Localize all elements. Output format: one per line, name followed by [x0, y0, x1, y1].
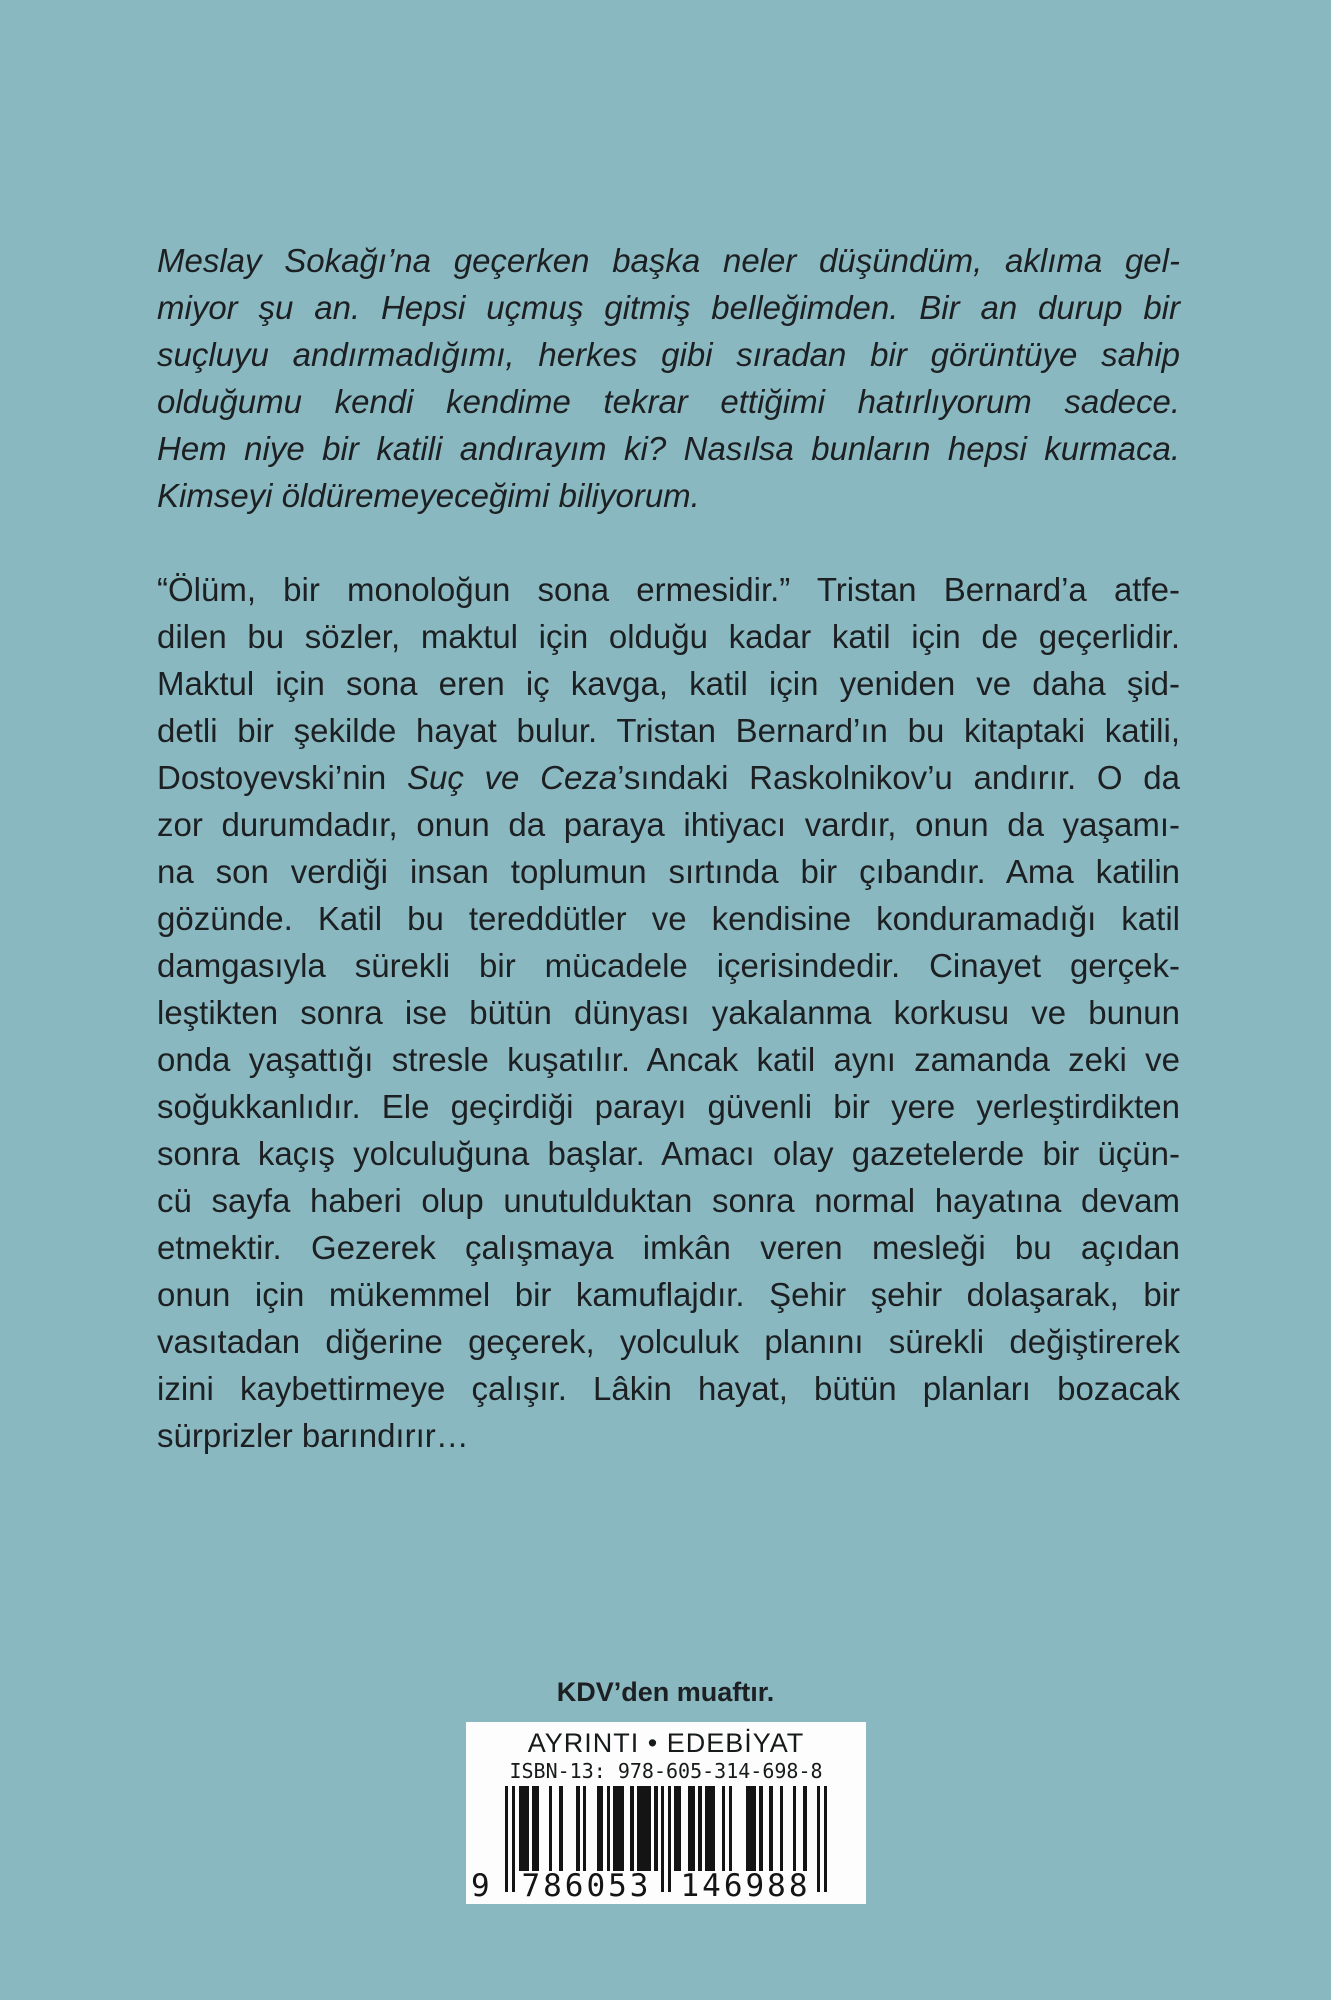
text-line: Meslay Sokağı’na geçerken başka neler düşündüm, aklıma gel- — [157, 242, 1180, 279]
excerpt-paragraph — [157, 237, 1180, 519]
text-segment: Dostoyevski’nin — [157, 759, 407, 796]
text-line: olduğumu kendi kendime tekrar ettiğimi hatırlıyorum sadece. — [157, 383, 1180, 420]
barcode-digits — [471, 1868, 827, 1906]
text-line: detli bir şekilde hayat bulur. Tristan Bernard’ın bu kitaptaki katili, — [157, 712, 1180, 749]
text-line: vasıtadan diğerine geçerek, yolculuk planını sürekli değiştirerek — [157, 1323, 1180, 1360]
text-line: Hem niye bir katili andırayım ki? Nasılsa bunların hepsi kurmaca. — [157, 430, 1180, 467]
text-line: Maktul için sona eren iç kavga, katil için yeniden ve daha şid- — [157, 665, 1180, 702]
book-title-italic: Suç ve Ceza — [406, 759, 618, 796]
text-line: “Ölüm, bir monoloğun sona ermesidir.” Tristan Bernard’a atfe- — [157, 571, 1180, 608]
text-line: etmektir. Gezerek çalışmaya imkân veren mesleği bu açıdan — [157, 1229, 1180, 1266]
text-line: dilen bu sözler, maktul için olduğu kadar katil için de geçerlidir. — [157, 618, 1180, 655]
text-line: Kimseyi öldüremeyeceğimi biliyorum. — [157, 477, 700, 514]
text-line: damgasıyla sürekli bir mücadele içerisindedir. Cinayet gerçek- — [157, 947, 1180, 984]
barcode-digit-first: 9 — [471, 1868, 490, 1904]
barcode-panel — [466, 1722, 866, 1904]
text-line: na son verdiği insan toplumun sırtında bir çıbandır. Ama katilin — [157, 853, 1180, 890]
tax-exempt-note: KDV’den muaftır. — [556, 1677, 775, 1707]
text-line: cü sayfa haberi olup unutulduktan sonra normal hayatına devam — [157, 1182, 1180, 1219]
text-line: izini kaybettirmeye çalışır. Lâkin hayat, bütün planları bozacak — [157, 1370, 1180, 1407]
back-cover-text — [157, 237, 1180, 1459]
ean13-barcode — [471, 1786, 827, 1906]
text-line: sürprizler barındırır… — [157, 1417, 469, 1454]
text-line: onun için mükemmel bir kamuflajdır. Şehir şehir dolaşarak, bir — [157, 1276, 1180, 1313]
isbn-label: ISBN-13: 978-605-314-698-8 — [509, 1759, 823, 1783]
text-line: gözünde. Katil bu tereddütler ve kendisine konduramadığı katil — [157, 900, 1180, 937]
text-line: sonra kaçış yolculuğuna başlar. Amacı olay gazetelerde bir üçün- — [157, 1135, 1180, 1172]
blurb-paragraph — [157, 566, 1180, 1459]
text-line: zor durumdadır, onun da paraya ihtiyacı vardır, onun da yaşamı- — [157, 806, 1180, 843]
text-line: onda yaşattığı stresle kuşatılır. Ancak katil aynı zamanda zeki ve — [157, 1041, 1180, 1078]
text-line: leştikten sonra ise bütün dünyası yakalanma korkusu ve bunun — [157, 994, 1180, 1031]
barcode-digits-right: 146988 — [680, 1868, 811, 1904]
text-line: miyor şu an. Hepsi uçmuş gitmiş belleğimden. Bir an durup bir — [157, 289, 1180, 326]
text-segment: ’sındaki Raskolnikov’u andırır. O da — [617, 759, 1181, 796]
barcode-digits-left: 786053 — [521, 1868, 652, 1904]
text-line: soğukkanlıdır. Ele geçirdiği parayı güvenli bir yere yerleştirdikten — [157, 1088, 1180, 1125]
text-line: suçluyu andırmadığımı, herkes gibi sıradan bir görüntüye sahip — [157, 336, 1180, 373]
text-line-with-book-title — [157, 754, 1180, 801]
publisher-series-label: AYRINTI • EDEBİYAT — [527, 1728, 805, 1758]
